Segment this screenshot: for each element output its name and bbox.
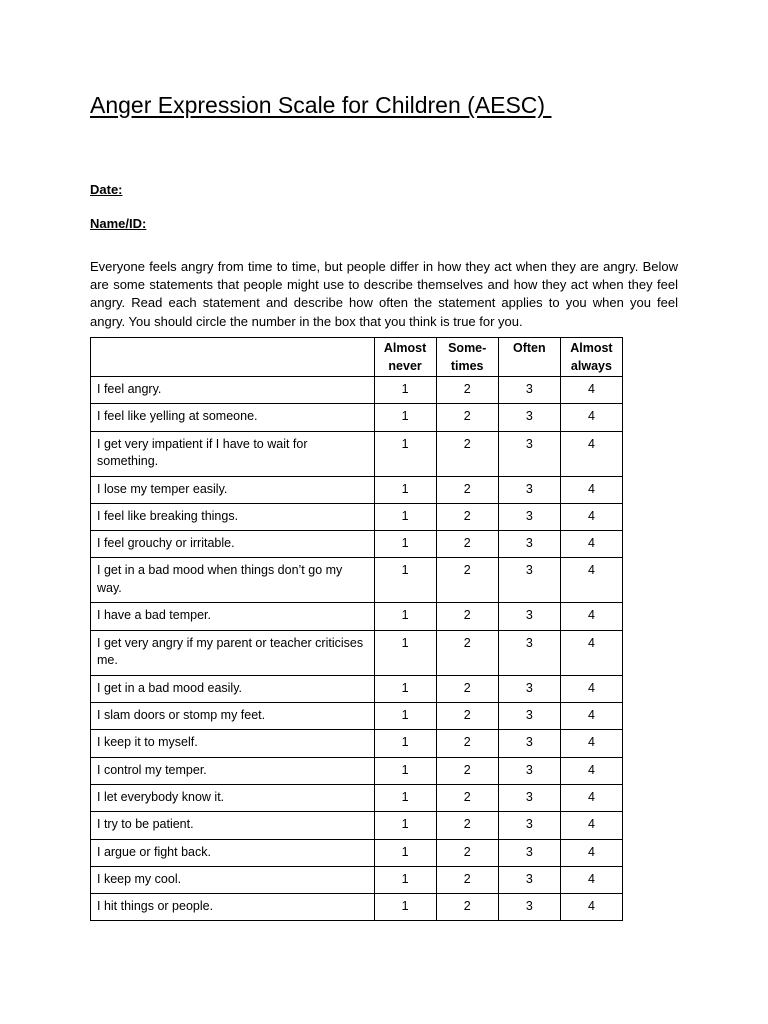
table-row [91, 476, 623, 503]
statement-cell: I get very impatient if I have to wait for something. [91, 431, 375, 476]
header-line: times [450, 358, 484, 373]
statement-cell: I get in a bad mood when things don’t go my way. [91, 558, 375, 603]
table-row [91, 531, 623, 558]
rating-option-4[interactable]: 4 [560, 812, 622, 839]
header-row [91, 338, 623, 377]
rating-option-3[interactable]: 3 [498, 558, 560, 603]
rating-option-3[interactable]: 3 [498, 603, 560, 630]
rating-option-1[interactable]: 1 [374, 675, 436, 702]
header-almost-never [374, 338, 436, 377]
rating-option-4[interactable]: 4 [560, 703, 622, 730]
table-row [91, 603, 623, 630]
table-row [91, 812, 623, 839]
statement-cell: I have a bad temper. [91, 603, 375, 630]
table-row [91, 866, 623, 893]
rating-option-4[interactable]: 4 [560, 894, 622, 921]
rating-option-1[interactable]: 1 [374, 603, 436, 630]
table-row [91, 703, 623, 730]
rating-option-4[interactable]: 4 [560, 784, 622, 811]
rating-option-4[interactable]: 4 [560, 730, 622, 757]
rating-option-1[interactable]: 1 [374, 703, 436, 730]
rating-option-3[interactable]: 3 [498, 894, 560, 921]
header-line: Often [512, 341, 546, 355]
rating-option-2[interactable]: 2 [436, 630, 498, 675]
statement-cell: I lose my temper easily. [91, 476, 375, 503]
rating-option-1[interactable]: 1 [374, 503, 436, 530]
rating-option-1[interactable]: 1 [374, 531, 436, 558]
statement-cell: I slam doors or stomp my feet. [91, 703, 375, 730]
date-label: Date: [90, 182, 123, 197]
statement-cell: I argue or fight back. [91, 839, 375, 866]
table-row [91, 404, 623, 431]
table-row [91, 894, 623, 921]
header-almost-always [560, 338, 622, 377]
rating-option-2[interactable]: 2 [436, 603, 498, 630]
rating-option-2[interactable]: 2 [436, 377, 498, 404]
rating-option-1[interactable]: 1 [374, 431, 436, 476]
header-statement-cell [91, 338, 375, 377]
statement-cell: I keep it to myself. [91, 730, 375, 757]
rating-option-4[interactable]: 4 [560, 531, 622, 558]
rating-option-4[interactable]: 4 [560, 675, 622, 702]
table-row [91, 630, 623, 675]
header-line: Almost [383, 341, 427, 355]
statement-cell: I feel grouchy or irritable. [91, 531, 375, 558]
table-row [91, 839, 623, 866]
rating-option-2[interactable]: 2 [436, 784, 498, 811]
rating-option-2[interactable]: 2 [436, 894, 498, 921]
header-line: Almost [570, 341, 613, 355]
rating-option-1[interactable]: 1 [374, 839, 436, 866]
statement-cell: I feel like yelling at someone. [91, 404, 375, 431]
rating-option-4[interactable]: 4 [560, 558, 622, 603]
rating-option-2[interactable]: 2 [436, 675, 498, 702]
page-title: Anger Expression Scale for Children (AESC) [90, 92, 552, 118]
table-row [91, 558, 623, 603]
rating-option-2[interactable]: 2 [436, 431, 498, 476]
rating-option-2[interactable]: 2 [436, 503, 498, 530]
rating-option-4[interactable]: 4 [560, 404, 622, 431]
statement-cell: I let everybody know it. [91, 784, 375, 811]
rating-option-4[interactable]: 4 [560, 476, 622, 503]
rating-option-1[interactable]: 1 [374, 730, 436, 757]
instructions-paragraph: Everyone feels angry from time to time, but people differ in how they act when they are angry. Below are some statements that people might use to describe themselves and how they act when they feel angry. Read each statement and describe how often the statement applies to you when you feel angry. You should circle the number in the box that you think is true for you. [90, 259, 678, 329]
rating-option-3[interactable]: 3 [498, 784, 560, 811]
header-line: never [388, 358, 422, 373]
rating-option-4[interactable]: 4 [560, 866, 622, 893]
statement-cell: I control my temper. [91, 757, 375, 784]
header-often [498, 338, 560, 377]
rating-option-3[interactable]: 3 [498, 531, 560, 558]
rating-option-2[interactable]: 2 [436, 866, 498, 893]
rating-option-1[interactable]: 1 [374, 558, 436, 603]
rating-option-4[interactable]: 4 [560, 630, 622, 675]
rating-option-3[interactable]: 3 [498, 404, 560, 431]
rating-option-2[interactable]: 2 [436, 531, 498, 558]
rating-option-1[interactable]: 1 [374, 812, 436, 839]
statement-cell: I hit things or people. [91, 894, 375, 921]
rating-option-1[interactable]: 1 [374, 630, 436, 675]
rating-option-3[interactable]: 3 [498, 703, 560, 730]
rating-option-3[interactable]: 3 [498, 675, 560, 702]
rating-option-3[interactable]: 3 [498, 630, 560, 675]
rating-option-2[interactable]: 2 [436, 812, 498, 839]
anger-scale-table [90, 337, 623, 921]
header-line: Some- [448, 341, 487, 355]
rating-option-1[interactable]: 1 [374, 784, 436, 811]
rating-option-3[interactable]: 3 [498, 503, 560, 530]
statement-cell: I keep my cool. [91, 866, 375, 893]
rating-option-1[interactable]: 1 [374, 866, 436, 893]
rating-option-1[interactable]: 1 [374, 894, 436, 921]
statement-cell: I get very angry if my parent or teacher criticises me. [91, 630, 375, 675]
statement-cell: I try to be patient. [91, 812, 375, 839]
rating-option-4[interactable]: 4 [560, 603, 622, 630]
rating-option-2[interactable]: 2 [436, 730, 498, 757]
statement-cell: I get in a bad mood easily. [91, 675, 375, 702]
table-row [91, 675, 623, 702]
rating-option-3[interactable]: 3 [498, 866, 560, 893]
table-row [91, 784, 623, 811]
rating-option-3[interactable]: 3 [498, 839, 560, 866]
table-row [91, 503, 623, 530]
rating-option-1[interactable]: 1 [374, 757, 436, 784]
rating-option-2[interactable]: 2 [436, 476, 498, 503]
header-sometimes [436, 338, 498, 377]
rating-option-3[interactable]: 3 [498, 812, 560, 839]
rating-option-2[interactable]: 2 [436, 757, 498, 784]
rating-option-3[interactable]: 3 [498, 431, 560, 476]
table-row [91, 431, 623, 476]
rating-option-2[interactable]: 2 [436, 404, 498, 431]
rating-option-3[interactable]: 3 [498, 757, 560, 784]
rating-option-1[interactable]: 1 [374, 404, 436, 431]
header-line: always [570, 358, 612, 373]
statement-cell: I feel like breaking things. [91, 503, 375, 530]
rating-option-1[interactable]: 1 [374, 377, 436, 404]
table-row [91, 757, 623, 784]
rating-option-4[interactable]: 4 [560, 503, 622, 530]
rating-option-4[interactable]: 4 [560, 377, 622, 404]
rating-option-3[interactable]: 3 [498, 377, 560, 404]
rating-option-2[interactable]: 2 [436, 558, 498, 603]
statement-cell: I feel angry. [91, 377, 375, 404]
rating-option-4[interactable]: 4 [560, 431, 622, 476]
rating-option-4[interactable]: 4 [560, 839, 622, 866]
rating-option-1[interactable]: 1 [374, 476, 436, 503]
rating-option-4[interactable]: 4 [560, 757, 622, 784]
table-row [91, 730, 623, 757]
name-id-label: Name/ID: [90, 216, 147, 231]
rating-option-3[interactable]: 3 [498, 730, 560, 757]
rating-option-2[interactable]: 2 [436, 703, 498, 730]
rating-option-2[interactable]: 2 [436, 839, 498, 866]
rating-option-3[interactable]: 3 [498, 476, 560, 503]
table-row [91, 377, 623, 404]
